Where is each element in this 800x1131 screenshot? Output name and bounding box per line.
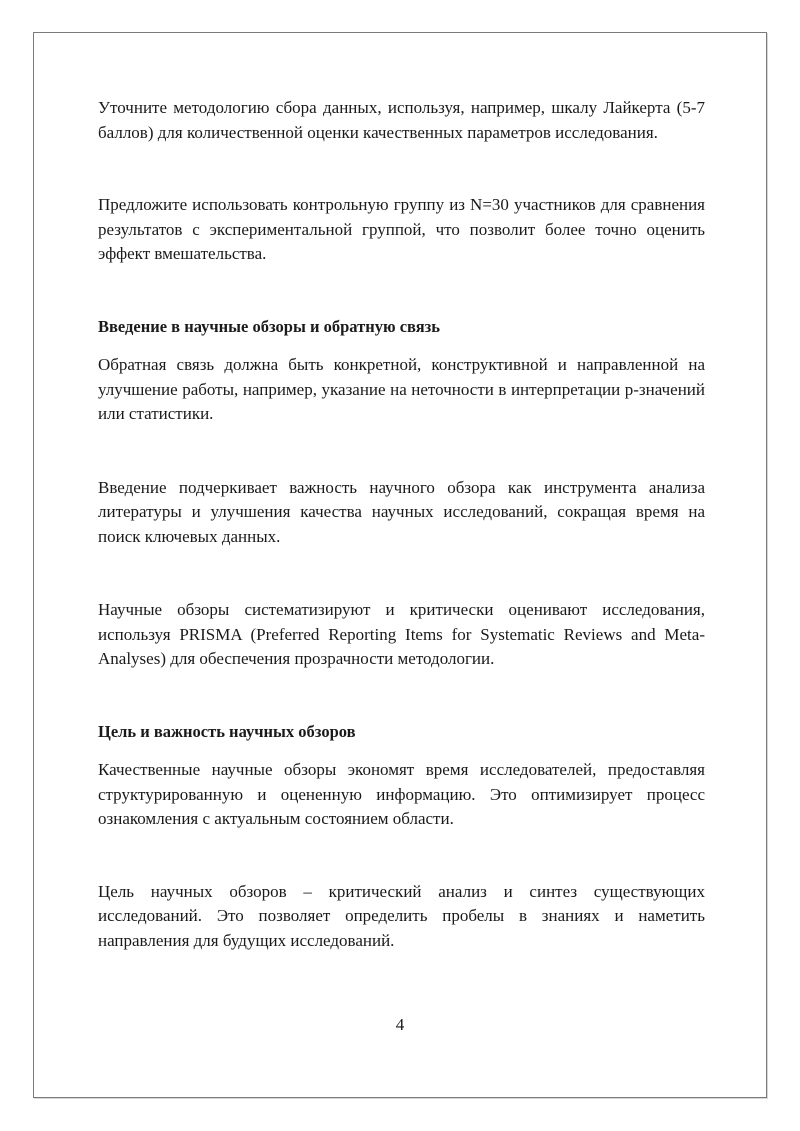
paragraph-control-group: Предложите использовать контрольную группу из N=30 участников для сравнения результатов с экспериментальной группой, что позволит более точно оценить эффект вмешательства. [98, 195, 705, 263]
paragraph-methodology: Уточните методологию сбора данных, используя, например, шкалу Лайкерта (5-7 баллов) для количественной оценки качественных параметров исследования. [98, 98, 705, 142]
section-heading-introduction: Введение в научные обзоры и обратную связь [98, 316, 440, 336]
paragraph-feedback: Обратная связь должна быть конкретной, конструктивной и направленной на улучшение работы, например, указание на неточности в интерпретации p-значений или статистики. [98, 355, 705, 423]
paragraph-review-goal: Цель научных обзоров – критический анализ и синтез существующих исследований. Это позволяет определить пробелы в знаниях и наметить направления для будущих исследований. [98, 881, 705, 950]
paragraph-introduction: Введение подчеркивает важность научного обзора как инструмента анализа литературы и улучшения качества научных исследований, сокращая время на поиск ключевых данных. [98, 477, 705, 546]
paragraph-prisma: Научные обзоры систематизируют и критически оценивают исследования, используя PRISMA (Preferred Reporting Items for Systematic Reviews and Meta-Analyses) для обеспечения прозрачности методологии. [98, 600, 705, 668]
page-number: 4 [395, 1015, 405, 1034]
page-body [98, 96, 705, 953]
paragraph-quality-reviews: Качественные научные обзоры экономят время исследователей, предоставляя структурированную и оцененную информацию. Это оптимизирует процесс ознакомления с актуальным состоянием области. [98, 760, 705, 828]
section-heading-purpose: Цель и важность научных обзоров [98, 721, 356, 741]
document-page [33, 32, 767, 1098]
